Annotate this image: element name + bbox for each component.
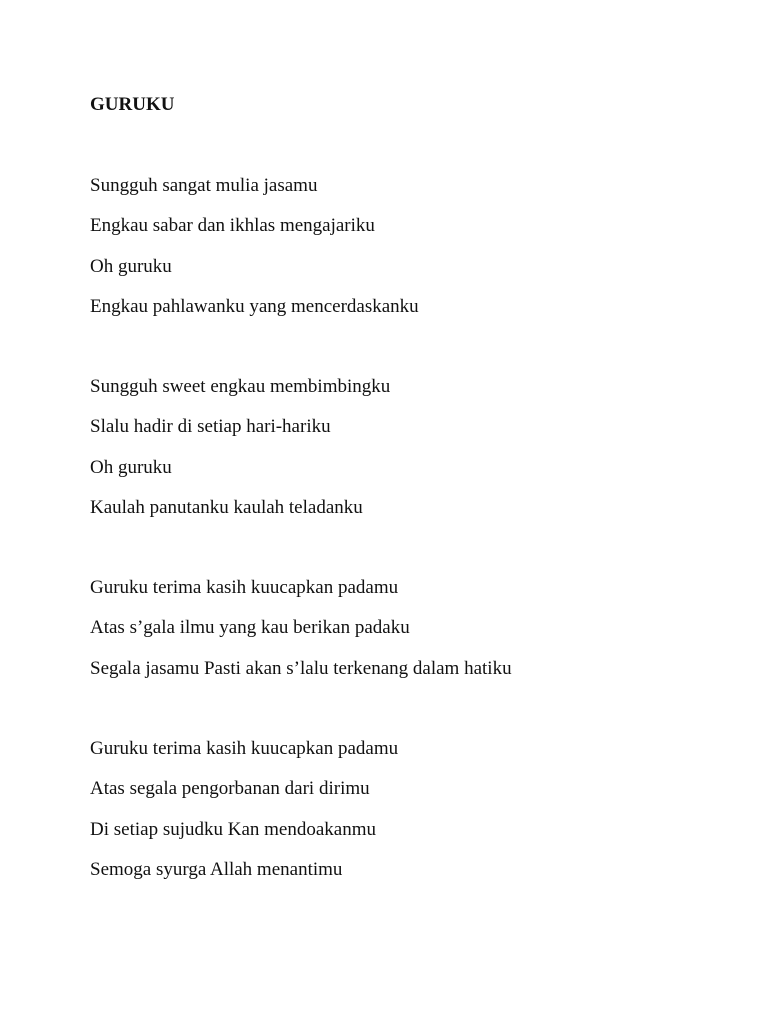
poem-line: Guruku terima kasih kuucapkan padamu xyxy=(90,738,399,759)
poem-line: Sungguh sweet engkau membimbingku xyxy=(90,376,391,397)
poem-line: Oh guruku xyxy=(90,255,172,277)
poem-line: Sungguh sangat mulia jasamu xyxy=(90,175,318,196)
poem-line: Kaulah panutanku kaulah teladanku xyxy=(90,496,363,518)
poem-title: GURUKU xyxy=(90,94,175,115)
poem-line: Di setiap sujudku Kan mendoakanmu xyxy=(90,818,377,840)
poem-line: Slalu hadir di setiap hari-hariku xyxy=(90,416,331,438)
poem-line: Atas s’gala ilmu yang kau berikan padaku xyxy=(90,617,410,639)
stanza-4 xyxy=(90,738,398,899)
stanza-3 xyxy=(90,577,512,698)
poem-line: Atas segala pengorbanan dari dirimu xyxy=(90,778,370,800)
poem-line: Oh guruku xyxy=(90,456,172,478)
poem-line: Segala jasamu Pasti akan s’lalu terkenang dalam hatiku xyxy=(90,657,512,679)
stanza-2 xyxy=(90,376,390,537)
poem-line: Semoga syurga Allah menantimu xyxy=(90,858,343,880)
poem-line: Guruku terima kasih kuucapkan padamu xyxy=(90,577,399,598)
poem-line: Engkau sabar dan ikhlas mengajariku xyxy=(90,215,375,237)
stanza-1 xyxy=(90,175,419,336)
poem-line: Engkau pahlawanku yang mencerdaskanku xyxy=(90,295,419,317)
